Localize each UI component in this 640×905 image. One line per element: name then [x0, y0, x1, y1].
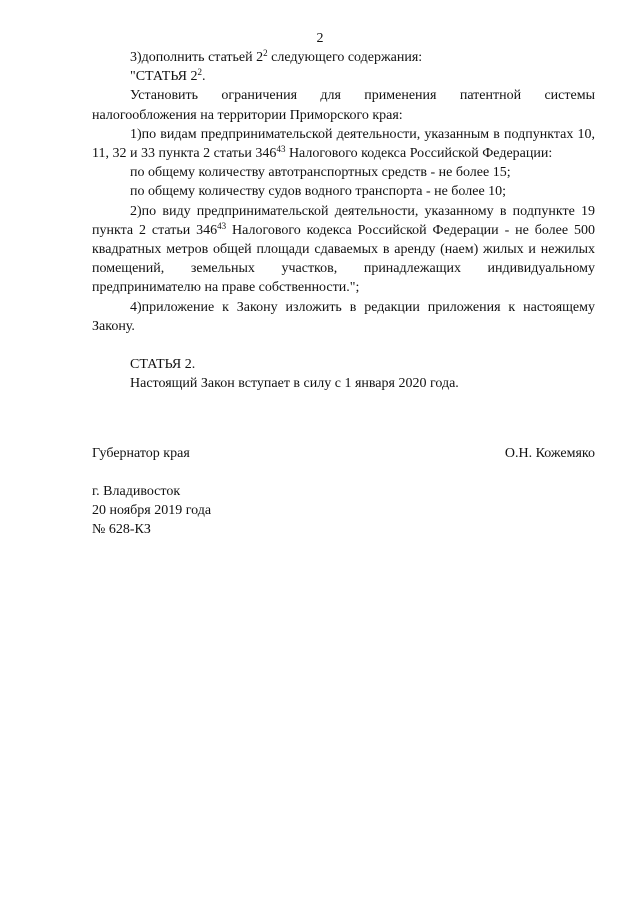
superscript: 43: [276, 144, 286, 155]
text: 1)по видам предпринимательской деятельности, указанным в подпунктах 10, 11, 32 и 33 пункта 2 статьи 346: [92, 126, 595, 162]
paragraph-vehicles-limit: по общему количеству автотранспортных средств - не более 15;: [130, 165, 511, 181]
superscript: 2: [263, 48, 268, 58]
superscript: 43: [217, 220, 227, 231]
signatory-position: Губернатор края: [92, 446, 190, 461]
footer-law-number: № 628-КЗ: [92, 522, 151, 537]
text: Налогового кодекса Российской Федерации - не более 500 квадратных метров общей площади сдаваемых в аренду (наем) жилых и нежилых помещений, земельных участков, принадлежащих индивидуальному предпринимателю на праве собственности.";: [92, 222, 595, 296]
paragraph-restrictions: Установить ограничения для применения патентной системы налогообложения на территории Приморского края:: [92, 88, 595, 123]
text: "СТАТЬЯ 2: [130, 69, 198, 85]
paragraph-article-heading: [92, 67, 595, 86]
text: 3)дополнить статьей 2: [130, 50, 264, 65]
signatory-name: О.Н. Кожемяко: [504, 446, 595, 461]
paragraph-item-4: 4)приложение к Закону изложить в редакции приложения к настоящему Закону.: [92, 299, 595, 334]
document-footer: [92, 482, 211, 539]
text: .: [201, 69, 206, 85]
signature-block: [92, 444, 595, 463]
superscript: 2: [197, 67, 202, 78]
footer-date: 20 ноября 2019 года: [92, 503, 212, 518]
footer-city: г. Владивосток: [92, 484, 181, 499]
text: Налогового кодекса Российской Федерации:: [285, 146, 553, 162]
spacer: [92, 336, 595, 355]
article-2-title: СТАТЬЯ 2.: [130, 357, 196, 373]
text: 2)по виду предпринимательской деятельности, указанному в подпункте 19 пункта 2 статьи 346: [92, 203, 595, 238]
document-body: [92, 48, 595, 393]
paragraph-amendment-3: [92, 48, 595, 67]
paragraph-item-1: [92, 125, 595, 163]
article-2-text: Настоящий Закон вступает в силу с 1 января 2020 года.: [130, 376, 459, 392]
page-number: 2: [316, 31, 324, 46]
paragraph-item-2: [92, 202, 595, 298]
text: следующего содержания:: [267, 50, 423, 65]
paragraph-vessels-limit: по общему количеству судов водного транспорта - не более 10;: [130, 184, 507, 200]
